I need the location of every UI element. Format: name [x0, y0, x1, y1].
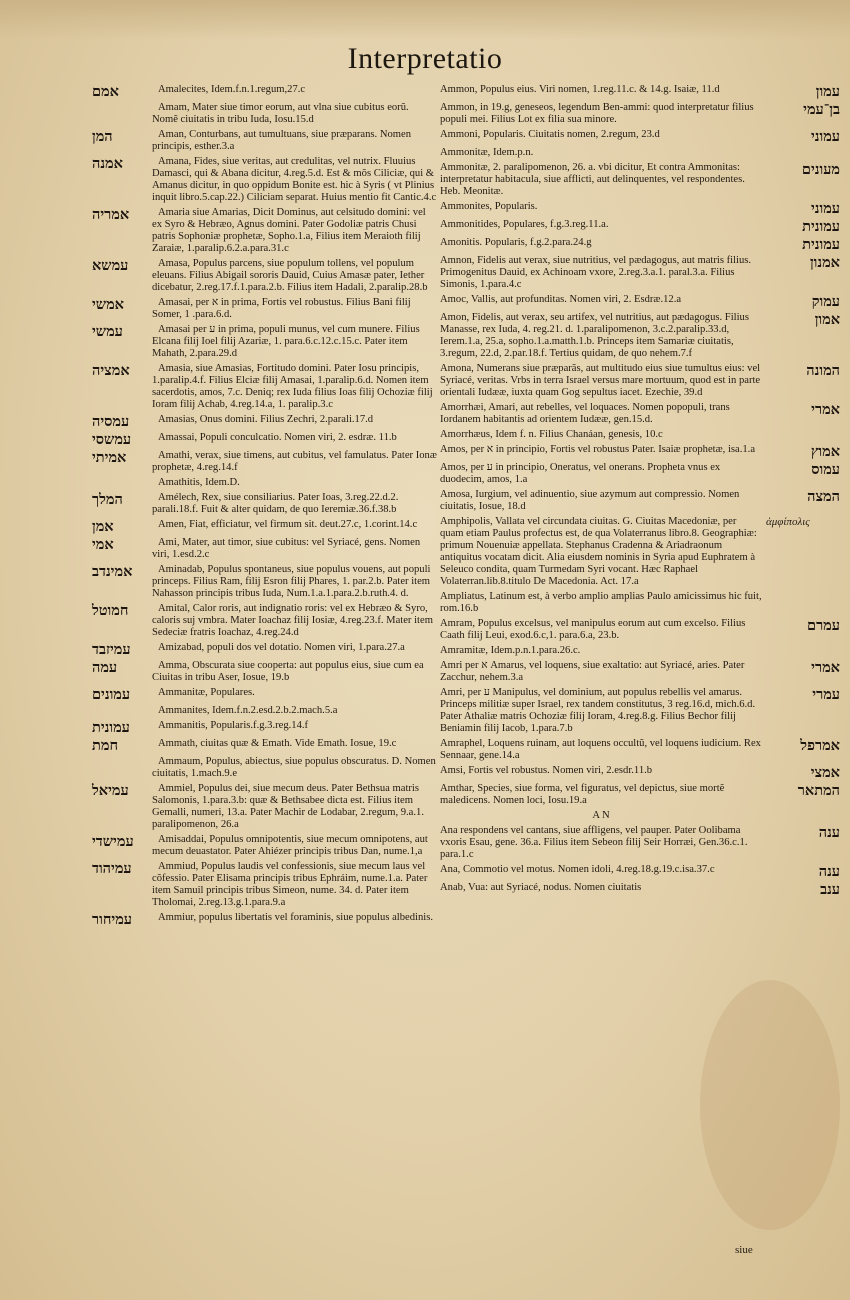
hebrew-headword: אמריה [92, 206, 130, 223]
hebrew-headword: עמסיה [92, 413, 130, 430]
entry-text: Ammath, ciuitas quæ & Emath. Vide Emath. Iosue, 19.c [158, 738, 397, 749]
hebrew-headword [762, 147, 840, 148]
hebrew-headword: עמוני [810, 128, 840, 145]
dictionary-entry [440, 783, 840, 807]
dictionary-entry [92, 207, 437, 255]
hebrew-headword: עמשא [92, 257, 129, 274]
hebrew-headword: עמיזבד [92, 641, 131, 658]
dictionary-entry [440, 255, 840, 291]
hebrew-headword: עמיהוד [92, 860, 132, 877]
entry-text: Amam, Mater siue timor eorum, aut vlna siue cubitus eorũ. Nomẽ ciuitatis in tribu Iuda, Iosu.15.d [152, 102, 409, 125]
entry-text: Amona, Numerans siue præparãs, aut multitudo eius siue tumultus eius: vel Syriacé, veritas. Vrbs in terra Israel versus mare mortuum, quod est in parte orientali Iudææ, iuxta quam Gog sepultus iacet. Ezechie, 39.d [440, 363, 761, 398]
entry-text: Amathi, verax, siue timens, aut cubitus, vel famulatus. Pater Ionæ prophetæ, 4.reg.14.f [152, 450, 437, 473]
entry-text: Ammaum, Populus, abiectus, siue populus obscuratus. D. Nomen ciuitatis, 1.mach.9.e [152, 756, 436, 779]
entry-text: Ami, Mater, aut timor, siue cubitus: vel Syriacé, gens. Nomen viri, 1.esd.2.c [152, 537, 421, 560]
dictionary-entry [92, 363, 437, 411]
entry-text: Ammonitæ, 2. paralipomenon, 26. a. vbi dicitur, Et contra Ammonitas: interpretatur habitacula, siue afflicti, aut delinquentes, vel respondentes. Heb. Meonitæ. [440, 162, 745, 197]
hebrew-headword [762, 810, 840, 811]
hebrew-headword: ענב [820, 881, 840, 898]
entry-text: Ammon, in 19.g, geneseos, legendum Ben-ammi: quod interpretatur filius populi mei. Filius Lot ex filia sua minore. [440, 102, 754, 125]
dictionary-entry [440, 462, 840, 486]
hebrew-headword: אמרפל [800, 737, 840, 754]
dictionary-entry [92, 720, 437, 735]
entry-text: Amosa, Iurgium, vel adinuentio, siue azymum aut compressio. Nomen ciuitatis, Iosue, 18.d [440, 489, 740, 512]
hebrew-headword [92, 102, 152, 103]
hebrew-headword: המונה [806, 362, 840, 379]
hebrew-headword [762, 645, 840, 646]
hebrew-headword: אמנה [92, 155, 123, 172]
dictionary-entry [440, 363, 840, 399]
hebrew-headword: אמם [92, 83, 119, 100]
dictionary-entry [92, 660, 437, 684]
entry-text: Ammonites, Popularis. [440, 201, 538, 212]
entry-text: Amos, per א in principio, Fortis vel robustus Pater. Isaiæ prophetæ, isa.1.a [440, 444, 756, 455]
hebrew-headword: ענה [818, 863, 840, 880]
entry-text: Amorrhæi, Amari, aut rebelles, vel loquaces. Nomen popopuli, trans Iordanem habitantis ad orientem Iudææ, gen.15.d. [440, 402, 730, 425]
hebrew-headword: אמשי [92, 296, 124, 313]
dictionary-entry [92, 258, 437, 294]
catchword: siue [735, 1244, 753, 1256]
hebrew-headword: עמשסי [92, 431, 132, 448]
entry-text: Ammon, Populus eius. Viri nomen, 1.reg.11.c. & 14.g. Isaiæ, 11.d [440, 84, 720, 95]
entry-text: Amnon, Fidelis aut verax, siue nutritius, vel pædagogus, aut matris filius. Primogenitus Dauid, ex Achinoam vxore, 2.reg.3.a.1. paral.3.a. Filius Simonis, 1.para.4.c [440, 255, 752, 290]
right-column [440, 84, 840, 900]
dictionary-entry [92, 861, 437, 909]
entry-text: Amri, per ע Manipulus, vel dominium, aut populus rebellis vel amarus. Princeps militiæ super Israel, rex tandem constitutus, 3 reg.16.d, mich.6.d. Pater Athaliæ matris Ochoziæ filij Ioram, 4.reg.8.g. Filius Bechor filij Beniamin filij Iacob, 1.para.7.b [440, 687, 756, 734]
hebrew-headword: ענה [818, 824, 840, 841]
entry-text: Amri per א Amarus, vel loquens, siue exaltatio: aut Syriacé, aries. Pater Zacchur, nehem.3.a [440, 660, 745, 683]
entry-text: Ana respondens vel cantans, siue affligens, vel pauper. Pater Oolibama vxoris Esau, gene. 36.a. Filius item Sebeon filij Seir Horræi, Gen.36.c.1. para.1.c [440, 825, 748, 860]
dictionary-entry [440, 129, 840, 144]
hebrew-headword [92, 477, 152, 478]
entry-text: Ammiel, Populus dei, siue mecum deus. Pater Bethsua matris Salomonis, 1.para.3.b: quæ & Bethsabee dicta est. Filius item Gemalli, numeri, 13.a. Pater Machir de Lodabar, 2.regum, 9.a.1. paralipomenon, 26.a [152, 783, 424, 830]
hebrew-headword: המלך [92, 491, 123, 508]
left-column [92, 84, 437, 930]
hebrew-headword: אמרי [811, 659, 840, 676]
hebrew-headword: אמינדב [92, 563, 133, 580]
dictionary-entry [440, 825, 840, 861]
dictionary-entry [440, 147, 840, 159]
entry-text: Ammiud, Populus laudis vel confessionis, siue mecum laus vel cõfessio. Pater Elisama principis tribus Ephráim, nume.1.a. Pater item Samuil principis tribus Simeon, nume. 34. d. Pater item Tholomai, 2.reg.13.g.1.para.9.a [152, 861, 428, 908]
dictionary-entry [92, 756, 437, 780]
dictionary-entry [440, 201, 840, 216]
entry-text: Ammonitæ, Idem.p.n. [440, 147, 534, 158]
dictionary-entry [92, 414, 437, 429]
hebrew-headword: המן [92, 128, 113, 145]
dictionary-entry [440, 429, 840, 441]
dictionary-entry [92, 783, 437, 831]
entry-text: Amaria siue Amarias, Dicit Dominus, aut celsitudo domini: vel ex Syro & Hebræo, Agnus domini. Pater Godoliæ patris Chusi patris Sophoniæ prophetæ, Sopho.1.a, Filius item Meraioth filij Zaraiæ, 1.paralip.6.2.a.para.31.c [152, 207, 426, 254]
dictionary-entry [92, 519, 437, 534]
dictionary-entry [92, 84, 437, 99]
dictionary-entry [92, 564, 437, 600]
hebrew-headword: עמונים [92, 686, 131, 703]
entry-text: Amorrhæus, Idem f. n. Filius Chanáan, genesis, 10.c [440, 429, 663, 440]
entry-text: Amalecites, Idem.f.n.1.regum,27.c [158, 84, 306, 95]
page-shadow [0, 0, 850, 40]
entry-text: Amassai, Populi conculcatio. Nomen viri, 2. esdræ. 11.b [158, 432, 397, 443]
dictionary-entry [92, 129, 437, 153]
greek-headword: ἀμφίπολις [766, 516, 810, 528]
dictionary-entry [440, 237, 840, 252]
hebrew-headword: עמישדי [92, 833, 134, 850]
hebrew-headword: אמנון [809, 254, 840, 271]
hebrew-headword: עמון [815, 83, 840, 100]
entry-text: Amital, Calor roris, aut indignatio roris: vel ex Hebræo & Syro, caloris suj vmbra. Mater Ioachaz filij Iosiæ, 4.reg.23.f. Mater item Sedeciæ fratris Ioachaz, 4.reg.24.d [152, 603, 433, 638]
dictionary-entry [92, 687, 437, 702]
hebrew-headword: עמוק [811, 293, 840, 310]
hebrew-headword: אמצי [810, 764, 840, 781]
dictionary-entry [440, 882, 840, 897]
hebrew-headword: עמוס [811, 461, 840, 478]
hebrew-headword: עמשי [92, 323, 123, 340]
entry-text: Amasai, per א in prima, Fortis vel robustus. Filius Bani filij Somer, 1 .para.6.d. [152, 297, 411, 320]
entry-text: Amma, Obscurata siue cooperta: aut populus eius, siue cum ea Ciuitas in tribu Aser, Iosue, 19.b [152, 660, 424, 683]
entry-text: Amasa, Populus parcens, siue populum tollens, vel populum eleuans. Filius Abigail sororis Dauid, Cuius Amasæ pater, Iether dicebatur, 2.reg.17.f.1.para.2.b. Filius item Hadali, 2.paralip.28.b [152, 258, 428, 293]
entry-text: Ana, Commotio vel motus. Nomen idoli, 4.reg.18.g.19.c.isa.37.c [440, 864, 715, 875]
hebrew-headword: עמרם [807, 617, 840, 634]
dictionary-entry [92, 642, 437, 657]
dictionary-entry [440, 618, 840, 642]
hebrew-headword: חמת [92, 737, 119, 754]
entry-text: Amen, Fiat, efficiatur, vel firmum sit. deut.27.c, 1.corint.14.c [158, 519, 418, 530]
dictionary-entry [92, 156, 437, 204]
dictionary-entry [440, 687, 840, 735]
dictionary-entry [92, 834, 437, 858]
dictionary-entry [92, 297, 437, 321]
dictionary-entry [92, 537, 437, 561]
hebrew-headword [762, 429, 840, 430]
entry-text: Amathitis, Idem.D. [158, 477, 240, 488]
hebrew-headword [92, 756, 152, 757]
dictionary-entry [440, 645, 840, 657]
dictionary-entry [440, 591, 840, 615]
dictionary-entry [440, 219, 840, 234]
hebrew-headword [762, 591, 840, 592]
dictionary-entry [440, 765, 840, 780]
dictionary-entry [92, 324, 437, 360]
dictionary-entry [440, 738, 840, 762]
hebrew-headword: עמרי [812, 686, 840, 703]
hebrew-headword: עמיחור [92, 911, 133, 928]
entry-text: A N [592, 810, 610, 821]
dictionary-entry [92, 102, 437, 126]
entry-text: Amoc, Vallis, aut profunditas. Nomen viri, 2. Esdræ.12.a [440, 294, 682, 305]
hebrew-headword: מעונים [801, 161, 840, 178]
hebrew-headword: המתאר [797, 782, 840, 799]
dictionary-entry [92, 705, 437, 717]
dictionary-entry [92, 492, 437, 516]
dictionary-entry [440, 489, 840, 513]
entry-text: Ammanitis, Popularis.f.g.3.reg.14.f [158, 720, 309, 731]
hebrew-headword: אמרי [811, 401, 840, 418]
entry-text: Ammanitæ, Populares. [158, 687, 255, 698]
entry-text: Amélech, Rex, siue consiliarius. Pater Ioas, 3.reg.22.d.2. parali.18.f. Fuit & alter quidam, de quo Ieremiæ.36.f.38.b [152, 492, 399, 515]
entry-text: Amphipolis, Vallata vel circundata ciuitas. G. Ciuitas Macedoniæ, per quam etiam Paulus profectus est, de qua Volaterranus libro.8. Geographiæ: primum Nouenuiæ appellata. Stephanus Cradenna & Ariadraonum antiquitus vocatam dicit. Alia eiusdem nominis in Syria apud Euphratem à Seleuco condita, quam Turmedam Syri vocant. Hæc Raphael Volaterran.lib.8.titulo De Macedonia. Act. 17.a [440, 516, 757, 587]
entry-text: Aman, Conturbans, aut tumultuans, siue præparans. Nomen principis, esther.3.a [152, 129, 412, 152]
dictionary-entry [440, 864, 840, 879]
entry-text: Amasai per ע in prima, populi munus, vel cum munere. Filius Elcana filij Ioel filij Azariæ, 1. para.6.c.12.c.15.c. Pater item Mahath, 2.para.29.d [152, 324, 420, 359]
dictionary-entry [92, 450, 437, 474]
hebrew-headword: המצה [807, 488, 840, 505]
hebrew-headword: אמי [92, 536, 114, 553]
hebrew-headword: אמון [814, 311, 840, 328]
hebrew-headword: עמונית [802, 218, 840, 235]
entry-text: Ammoni, Popularis. Ciuitatis nomen, 2.regum, 23.d [440, 129, 660, 140]
entry-text: Amasias, Onus domini. Filius Zechri, 2.parali.17.d [158, 414, 374, 425]
dictionary-entry [440, 810, 840, 822]
entry-text: Ammanites, Idem.f.n.2.esd.2.b.2.mach.5.a [158, 705, 338, 716]
entry-text: Amizabad, populi dos vel dotatio. Nomen viri, 1.para.27.a [158, 642, 405, 653]
hebrew-headword: עמונית [92, 719, 130, 736]
dictionary-entry [440, 84, 840, 99]
hebrew-headword: אמציה [92, 362, 130, 379]
hebrew-headword: בן־עמי [803, 101, 840, 118]
entry-text: Amraphel, Loquens ruinam, aut loquens occultũ, vel loquens iudicium. Rex Sennaar, gene.14.a [440, 738, 761, 761]
entry-text: Ampliatus, Latinum est, à verbo amplio amplias Paulo amicissimus hic fuit, rom.16.b [440, 591, 762, 614]
entry-text: Ammonitides, Populares, f.g.3.reg.11.a. [440, 219, 609, 230]
dictionary-entry [440, 162, 840, 198]
hebrew-headword: אמוץ [810, 443, 840, 460]
dictionary-entry [440, 444, 840, 459]
hebrew-headword: עמוני [810, 200, 840, 217]
entry-text: Amisaddai, Populus omnipotentis, siue mecum omnipotens, aut mecum deuastator. Pater Ahiézer principis tribus Dan, nume.1,a [152, 834, 428, 857]
entry-text: Amon, Fidelis, aut verax, seu artifex, vel nutritius, aut pædagogus. Filius Manasse, rex Iuda, 4. reg.21. d. 1.paralipomenon, 3.c.2.paralip.33.d, Ierem.1.a, 25.a, sopho.1.a.matth.1.b. Princeps item Samariæ ciuitatis, 3.regum, 22.d, 2.par.18.f. Tertius quidam, de quo nehem.7.f [440, 312, 749, 359]
entry-text: Ammiur, populus libertatis vel foraminis, siue populus albedinis. [158, 912, 433, 923]
dictionary-entry [440, 516, 840, 588]
entry-text: Amasia, siue Amasias, Fortitudo domini. Pater Iosu principis, 1.paralip.4.f. Filius Elciæ filij Amasai, 1.paralip.6.d. Nomen item sacerdotis, amos, 7.c. Deniq; rex Iuda filius Ioas filij Ochoziæ filij Ioram filij Achab, 4.reg.14.a, 1. paralip.3.c [152, 363, 433, 410]
hebrew-headword: עמיאל [92, 782, 129, 799]
entry-text: Amram, Populus excelsus, vel manipulus eorum aut cum excelso. Filius Caath filij Leui, exod.6.c,1. para.6.a, 23.b. [440, 618, 746, 641]
entry-text: Amonitis. Popularis, f.g.2.para.24.g [440, 237, 592, 248]
entry-text: Amana, Fides, siue veritas, aut credulitas, vel nutrix. Fluuius Damasci, qui & Abana dicitur, 4.reg.5.d. Est & mõs Ciliciæ, qui & Amanus dicitur, in quo oppidum Bonite est. hic à Syris ( vt Plinius inquit libro.5.cap.22.) Ciliciam separat. Huius mentio fit Cantic.4.c [152, 156, 437, 203]
page-stain [700, 980, 840, 1230]
hebrew-headword: אמיתי [92, 449, 127, 466]
entry-text: Amramitæ, Idem.p.n.1.para.26.c. [440, 645, 581, 656]
entry-text: Anab, Vua: aut Syriacé, nodus. Nomen ciuitatis [440, 882, 642, 893]
dictionary-entry [440, 102, 840, 126]
hebrew-headword: עמה [92, 659, 118, 676]
dictionary-entry [440, 312, 840, 360]
entry-text: Amos, per ע in principio, Oneratus, vel onerans. Propheta vnus ex duodecim, amos, 1.a [440, 462, 721, 485]
dictionary-entry [440, 294, 840, 309]
page-header: Interpretatio [347, 42, 503, 75]
dictionary-entry [92, 477, 437, 489]
entry-text: Amsi, Fortis vel robustus. Nomen viri, 2.esdr.11.b [440, 765, 653, 776]
hebrew-headword: עמונית [802, 236, 840, 253]
dictionary-entry [92, 603, 437, 639]
entry-text: Amthar, Species, siue forma, vel figuratus, vel depictus, siue mortẽ maledicens. Nomen loci, Iosu.19.a [440, 783, 725, 806]
hebrew-headword: אמן [92, 518, 114, 535]
dictionary-entry [92, 738, 437, 753]
hebrew-headword [92, 705, 152, 706]
dictionary-entry [440, 660, 840, 684]
dictionary-entry [92, 912, 437, 927]
hebrew-headword: חמוטל [92, 602, 129, 619]
dictionary-entry [440, 402, 840, 426]
entry-text: Aminadab, Populus spontaneus, siue populus vouens, aut populi princeps. Filius Ram, filij Esron filij Phares, 1. par.2.b. Pater item Nahasson principis tribus Iuda, Num.1.a.1.para.2.b.ruth.4. d. [152, 564, 431, 599]
dictionary-entry [92, 432, 437, 447]
